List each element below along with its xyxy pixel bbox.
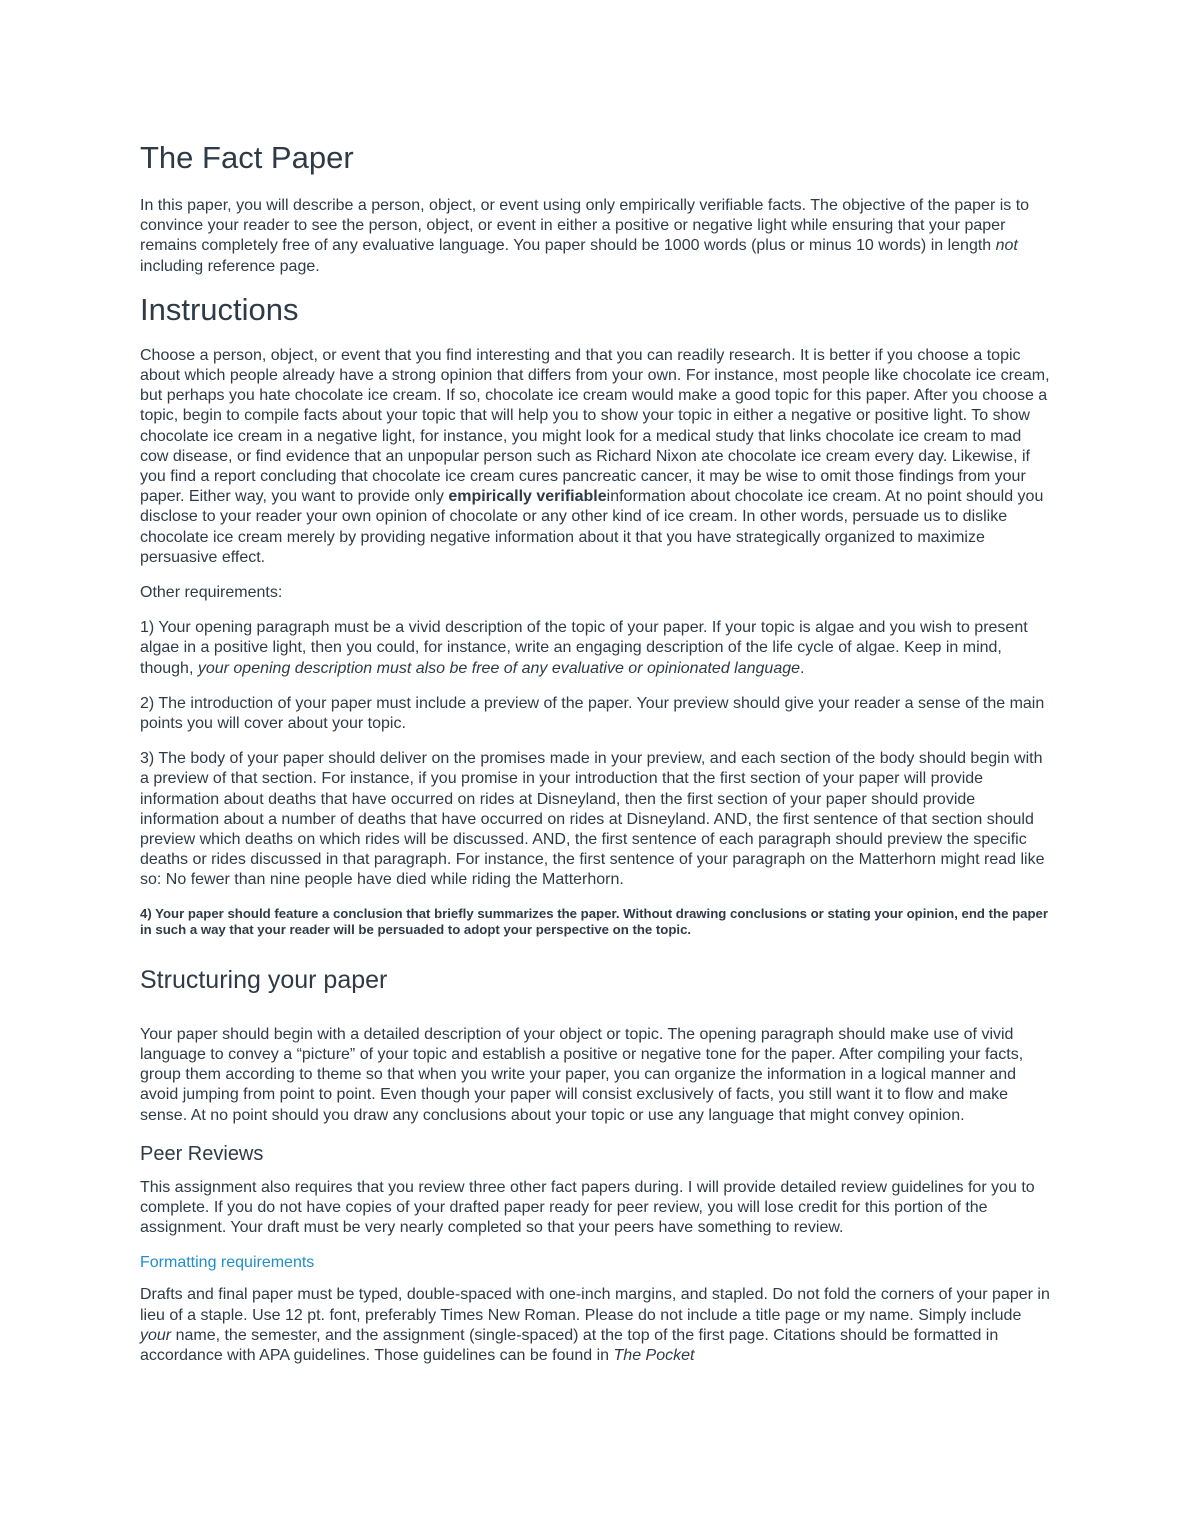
other-requirements-label: Other requirements: — [140, 584, 283, 602]
requirement-1 — [140, 618, 1052, 679]
instructions-heading: Instructions — [140, 291, 299, 327]
structuring-paragraph: Your paper should begin with a detailed description of your object or topic. The opening paragraph should make use of vivid language to convey a “picture” of your topic and establish a positive or negative tone for the paper. After compiling your facts, group them according to theme so that when you write your paper, you can organize the information in a logical manner and avoid jumping from point to point. Even though your paper will consist exclusively of facts, you still want it to flow and make sense. At no point should you draw any conclusions about your topic or use any language that might convey opinion. — [140, 1025, 1024, 1124]
intro-text-2: including reference page. — [140, 257, 320, 275]
peer-reviews-heading: Peer Reviews — [140, 1142, 264, 1165]
requirement-1-emphasis: your opening description must also be free of any evaluative or opinionated language — [197, 659, 801, 677]
peer-reviews-paragraph: This assignment also requires that you review three other fact papers during. I will provide detailed review guidelines for you to complete. If you do not have copies of your drafted paper ready for peer review, you will lose credit for this portion of the assignment. Your draft must be very nearly completed so that your peers have something to review. — [140, 1178, 1035, 1237]
document-title: The Fact Paper — [140, 140, 354, 175]
formatting-text-1: Drafts and final paper must be typed, double-spaced with one-inch margins, and stapled. Do not fold the corners of your paper in lieu of a staple. Use 12 pt. font, preferably Times New Roman. Please do not include a title page or my name. Simply include — [140, 1286, 1050, 1324]
formatting-emphasis-2: The Pocket — [613, 1346, 695, 1364]
structuring-heading: Structuring your paper — [140, 965, 388, 994]
document-page — [140, 140, 1052, 1381]
instructions-paragraph — [140, 346, 1052, 568]
instructions-text-1: Choose a person, object, or event that you find interesting and that you can readily research. It is better if you choose a topic about which people already have a strong opinion that differs from your own. For instance, most people like chocolate ice cream, but perhaps you hate chocolate ice cream. If so, chocolate ice cream would make a good topic for this paper. After you choose a topic, begin to compile facts about your topic that will help you to show your topic in either a negative or positive light. To show chocolate ice cream in a negative light, for instance, you might look for a medical study that links chocolate ice cream to mad cow disease, or find evidence that an unpopular person such as Richard Nixon ate chocolate ice cream every day. Likewise, if you find a report concluding that chocolate ice cream cures pancreatic cancer, it may be wise to omit those findings from your paper. Either way, you want to provide only — [140, 346, 1050, 506]
intro-text-1: In this paper, you will describe a person, object, or event using only empirically verifiable facts. The objective of the paper is to convince your reader to see the person, object, or event in either a positive or negative light while ensuring that your paper remains completely free of any evaluative language. You paper should be 1000 words (plus or minus 10 words) in length — [140, 197, 1030, 255]
requirement-3: 3) The body of your paper should deliver on the promises made in your preview, and each section of the body should begin with a preview of that section. For instance, if you promise in your introduction that the first section of your paper will provide information about deaths that have occurred on rides at Disneyland, then the first section of your paper should provide information about a number of deaths that have occurred on rides at Disneyland. AND, the first sentence of that section should preview which deaths on which rides will be discussed. AND, the first sentence of each paragraph should preview the specific deaths or rides discussed in that paragraph. For instance, the first sentence of your paragraph on the Matterhorn might read like so: No fewer than nine people have died while riding the Matterhorn. — [140, 750, 1045, 889]
formatting-text-2: name, the semester, and the assignment (single-spaced) at the top of the first page. Citations should be formatted in accordance with APA guidelines. Those guidelines can be found in — [140, 1326, 999, 1364]
requirement-1-text-1: 1) Your opening paragraph must be a vivid description of the topic of your paper. If your topic is algae and you wish to present algae in a positive light, then you could, for instance, write an engaging description of the life cycle of algae. Keep in mind, though, — [140, 619, 1028, 677]
formatting-heading: Formatting requirements — [140, 1254, 315, 1272]
formatting-paragraph — [140, 1285, 1052, 1366]
intro-paragraph — [140, 196, 1052, 277]
intro-emphasis: not — [995, 237, 1018, 255]
requirement-1-text-2: . — [800, 659, 805, 677]
formatting-emphasis-1: your — [140, 1326, 172, 1344]
requirement-2: 2) The introduction of your paper must include a preview of the paper. Your preview should give your reader a sense of the main points you will cover about your topic. — [140, 694, 1045, 733]
instructions-bold: empirically verifiable — [448, 488, 607, 506]
requirement-4: 4) Your paper should feature a conclusion that briefly summarizes the paper. Without drawing conclusions or stating your opinion, end the paper in such a way that your reader will be persuaded to adopt your perspective on the topic. — [140, 905, 1048, 938]
instructions-text-2: information about chocolate ice cream. At no point should you disclose to your reader your own opinion of chocolate or any other kind of ice cream. In other words, persuade us to dislike chocolate ice cream merely by providing negative information about it that you have strategically organized to maximize persuasive effect. — [140, 488, 1044, 566]
